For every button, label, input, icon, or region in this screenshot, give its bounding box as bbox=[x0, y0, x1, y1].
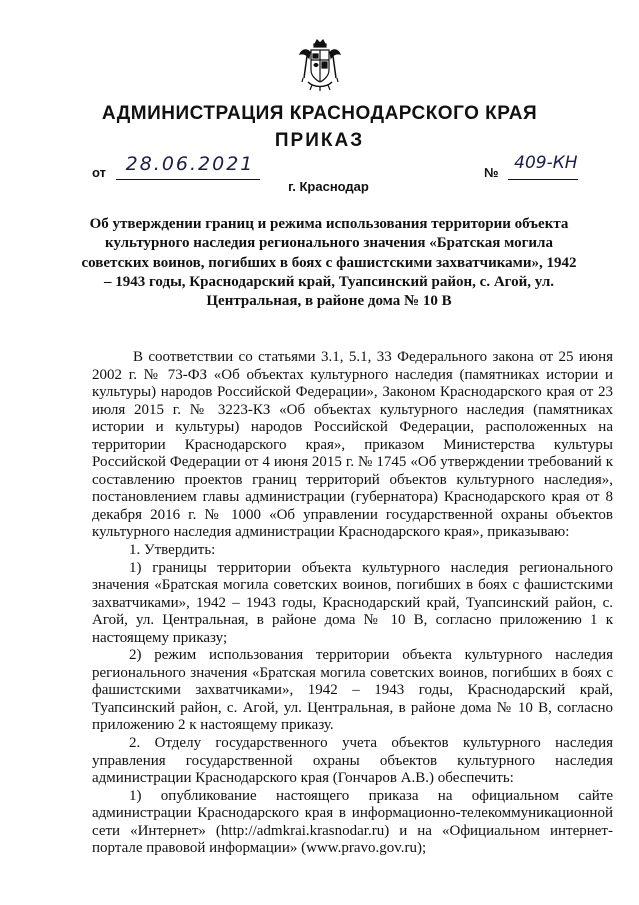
date-prefix: от bbox=[92, 165, 106, 180]
coat-of-arms-icon bbox=[298, 38, 342, 92]
number-field bbox=[484, 153, 578, 180]
handwritten-date: 28.06.2021 bbox=[125, 153, 255, 175]
paragraph-preamble: В соответствии со статьями 3.1, 5.1, 33 Федерального закона от 25 июня 2002 г. № 73-ФЗ «Об объектах культурного наследия (памятниках истории и культуры) народов Российской Федерации», Законом Краснодарского края от 23 июля 2015 г. № 3223-КЗ «Об объектах культурного наследия (памятниках истории и культуры) народов Российской Федерации, расположенных на территории Краснодарского края», приказом Министерства культуры Российской Федерации от 4 июня 2015 г. № 1745 «Об утверждении требований к составлению проектов границ территорий объектов культурного наследия», постановлением главы администрации (губернатора) Краснодарского края от 8 декабря 2016 г. № 1000 «Об управлении государственной охраны объектов культурного наследия администрации Краснодарского края», приказываю: bbox=[92, 349, 613, 541]
organization-heading: АДМИНИСТРАЦИЯ КРАСНОДАРСКОГО КРАЯ bbox=[101, 103, 538, 124]
city-label: г. Краснодар bbox=[288, 179, 369, 194]
document-body bbox=[92, 349, 613, 858]
number-line bbox=[508, 153, 578, 180]
date-line bbox=[116, 153, 260, 180]
document-title: Об утверждении границ и режима использования территории объекта культурного наследия регионального значения «Братская могила советских воинов, погибших в боях с фашистскими захватчиками», 1942 – 1943 годы, Краснодарский край, Туапсинский район, с. Агой, ул. Центральная, в районе дома № 10 В bbox=[81, 216, 577, 310]
date-field bbox=[92, 153, 260, 180]
paragraph-item-1-2: 2) режим использования территории объекта культурного наследия регионального значения «Братская могила советских воинов, погибших в боях с фашистскими захватчиками», 1942 – 1943 годы, Краснодарский край, Туапсинский район, с. Агой, ул. Центральная, в районе дома № 10 В, согласно приложению 2 к настоящему приказу. bbox=[92, 647, 613, 734]
paragraph-item-1: 1. Утвердить: bbox=[129, 542, 216, 559]
paragraph-item-2-1: 1) опубликование настоящего приказа на официальном сайте администрации Краснодарского края в информационно-телекоммуникационной сети «Интернет» (http://admkrai.krasnodar.ru) и на «Официальном интернет-портале правовой информации» (www.pravo.gov.ru); bbox=[92, 787, 613, 857]
paragraph-item-2: 2. Отделу государственного учета объектов культурного наследия управления государственной охраны объектов культурного наследия администрации Краснодарского края (Гончаров А.В.) обеспечить: bbox=[92, 735, 613, 787]
handwritten-number: 409-КН bbox=[514, 153, 578, 173]
document-type-heading: ПРИКАЗ bbox=[274, 130, 365, 151]
number-prefix: № bbox=[484, 165, 499, 180]
paragraph-item-1-1: 1) границы территории объекта культурного наследия регионального значения «Братская могила советских воинов, погибших в боях с фашистскими захватчиками», 1942 – 1943 годы, Краснодарский край, Туапсинский район, с. Агой, ул. Центральная, в районе дома № 10 В, согласно приложению 1 к настоящему приказу; bbox=[92, 559, 613, 646]
